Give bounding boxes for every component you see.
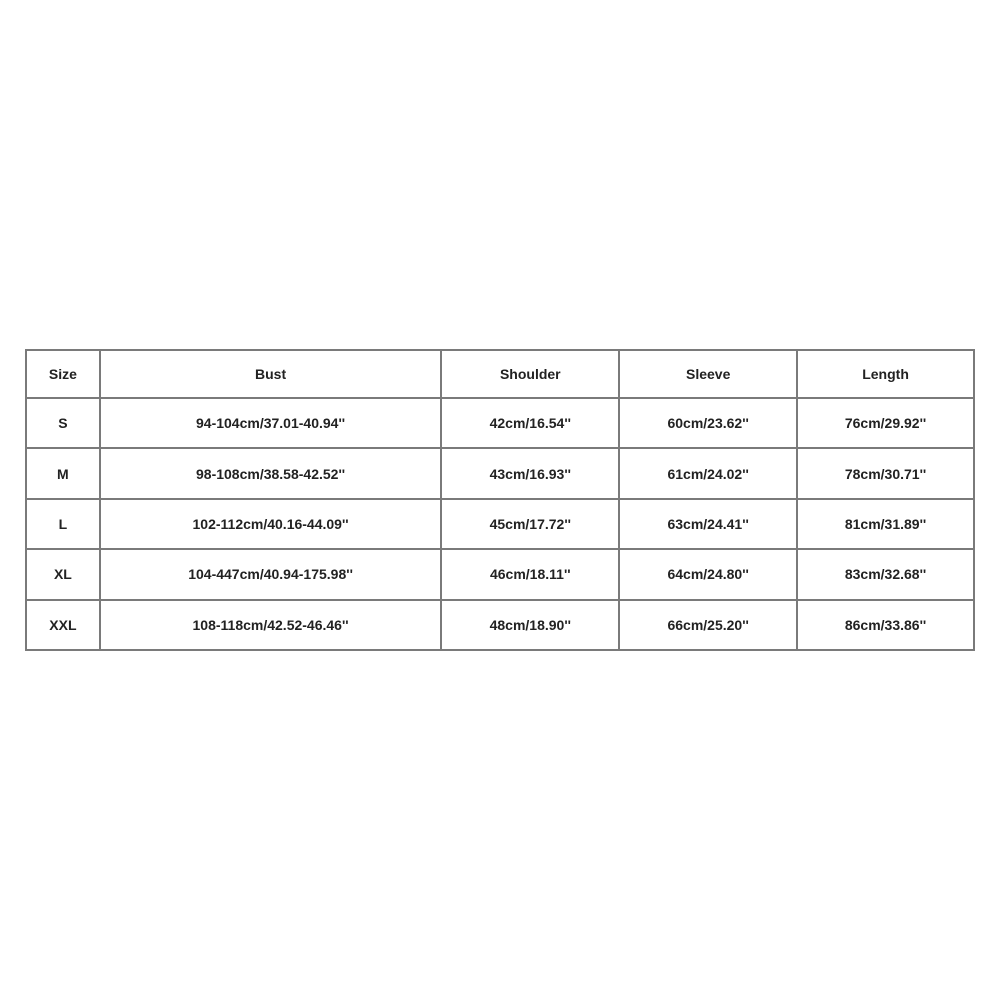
size-cell: L [26, 499, 100, 549]
size-chart-table [25, 349, 975, 651]
header-bust: Bust [100, 350, 442, 398]
bust-cell: 94-104cm/37.01-40.94'' [100, 398, 442, 448]
table-row [26, 549, 974, 599]
size-cell: M [26, 448, 100, 498]
sleeve-cell: 60cm/23.62'' [619, 398, 797, 448]
table-row [26, 600, 974, 650]
length-cell: 83cm/32.68'' [797, 549, 974, 599]
table-row [26, 398, 974, 448]
size-cell: S [26, 398, 100, 448]
table-row [26, 448, 974, 498]
bust-cell: 108-118cm/42.52-46.46'' [100, 600, 442, 650]
table-header-row [26, 350, 974, 398]
length-cell: 78cm/30.71'' [797, 448, 974, 498]
length-cell: 81cm/31.89'' [797, 499, 974, 549]
sleeve-cell: 61cm/24.02'' [619, 448, 797, 498]
bust-cell: 104-447cm/40.94-175.98'' [100, 549, 442, 599]
length-cell: 76cm/29.92'' [797, 398, 974, 448]
header-length: Length [797, 350, 974, 398]
bust-cell: 102-112cm/40.16-44.09'' [100, 499, 442, 549]
table-row [26, 499, 974, 549]
shoulder-cell: 43cm/16.93'' [441, 448, 619, 498]
size-cell: XL [26, 549, 100, 599]
size-cell: XXL [26, 600, 100, 650]
sleeve-cell: 64cm/24.80'' [619, 549, 797, 599]
shoulder-cell: 42cm/16.54'' [441, 398, 619, 448]
sleeve-cell: 66cm/25.20'' [619, 600, 797, 650]
bust-cell: 98-108cm/38.58-42.52'' [100, 448, 442, 498]
sleeve-cell: 63cm/24.41'' [619, 499, 797, 549]
shoulder-cell: 48cm/18.90'' [441, 600, 619, 650]
shoulder-cell: 45cm/17.72'' [441, 499, 619, 549]
shoulder-cell: 46cm/18.11'' [441, 549, 619, 599]
header-size: Size [26, 350, 100, 398]
header-shoulder: Shoulder [441, 350, 619, 398]
length-cell: 86cm/33.86'' [797, 600, 974, 650]
header-sleeve: Sleeve [619, 350, 797, 398]
